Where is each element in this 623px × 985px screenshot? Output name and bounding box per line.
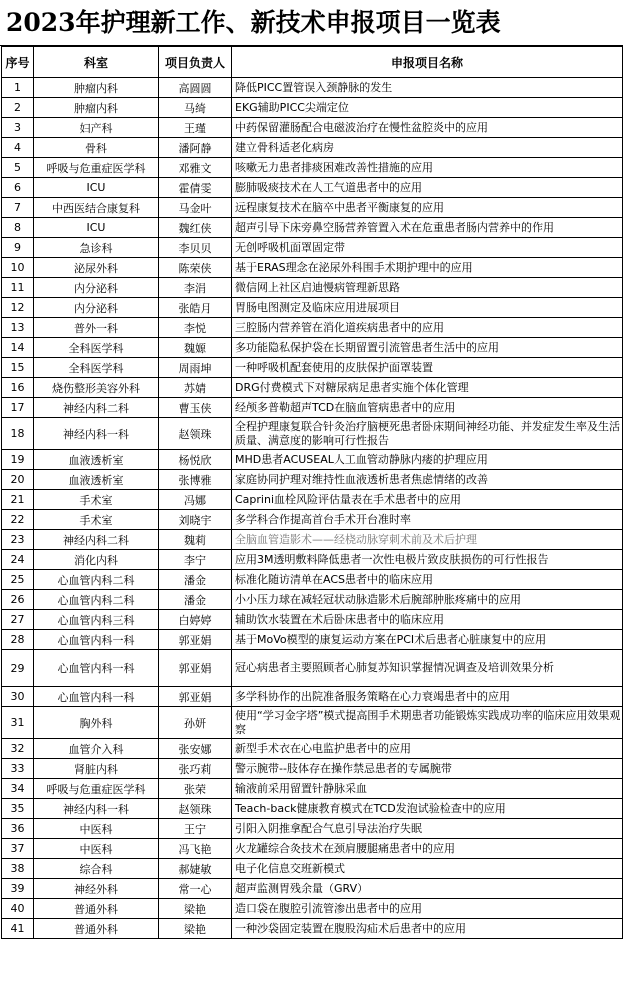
table-header-row <box>2 47 623 78</box>
row-no: 41 <box>2 919 34 939</box>
table-row <box>2 298 623 318</box>
row-leader: 马绮 <box>159 98 232 118</box>
row-no: 27 <box>2 610 34 630</box>
row-leader: 常一心 <box>159 879 232 899</box>
row-leader: 孙妍 <box>159 707 232 739</box>
row-leader: 魏嫄 <box>159 338 232 358</box>
row-project: 建立骨科适老化病房 <box>232 138 623 158</box>
row-no: 20 <box>2 470 34 490</box>
page-title: 2023年护理新工作、新技术申报项目一览表 <box>0 0 623 46</box>
row-dept: ICU <box>34 178 159 198</box>
table-row <box>2 707 623 739</box>
table-row <box>2 570 623 590</box>
header-no: 序号 <box>2 47 34 78</box>
row-project: 使用“学习金字塔”模式提高围手术期患者功能锻炼实践成功率的临床应用效果观察 <box>232 707 623 739</box>
row-project: 警示腕带--肢体存在操作禁忌患者的专属腕带 <box>232 759 623 779</box>
row-project: 火龙罐综合灸技术在颈肩腰腿痛患者中的应用 <box>232 839 623 859</box>
row-dept: 心血管内科二科 <box>34 590 159 610</box>
row-leader: 张博雅 <box>159 470 232 490</box>
row-no: 21 <box>2 490 34 510</box>
row-leader: 李贝贝 <box>159 238 232 258</box>
row-dept: 心血管内科一科 <box>34 630 159 650</box>
row-project: 超声引导下床旁鼻空肠营养管置入术在危重患者肠内营养中的作用 <box>232 218 623 238</box>
row-leader: 冯飞艳 <box>159 839 232 859</box>
row-no: 16 <box>2 378 34 398</box>
table-row <box>2 490 623 510</box>
row-no: 39 <box>2 879 34 899</box>
table-row <box>2 378 623 398</box>
row-no: 10 <box>2 258 34 278</box>
table-row <box>2 530 623 550</box>
row-dept: 血管介入科 <box>34 739 159 759</box>
row-leader: 郭亚娟 <box>159 650 232 687</box>
row-project: 输液前采用留置针静脉采血 <box>232 779 623 799</box>
table-row <box>2 610 623 630</box>
header-dept: 科室 <box>34 47 159 78</box>
table-row <box>2 687 623 707</box>
row-dept: 全科医学科 <box>34 358 159 378</box>
row-no: 28 <box>2 630 34 650</box>
row-project: 膨肺吸痰技术在人工气道患者中的应用 <box>232 178 623 198</box>
row-dept: 肾脏内科 <box>34 759 159 779</box>
row-dept: 血液透析室 <box>34 470 159 490</box>
row-no: 32 <box>2 739 34 759</box>
table-row <box>2 630 623 650</box>
row-project: 引阳入阴推拿配合气息引导法治疗失眠 <box>232 819 623 839</box>
row-dept: 全科医学科 <box>34 338 159 358</box>
row-no: 2 <box>2 98 34 118</box>
row-dept: 手术室 <box>34 510 159 530</box>
row-leader: 魏红侠 <box>159 218 232 238</box>
project-table <box>1 46 623 939</box>
row-no: 17 <box>2 398 34 418</box>
row-project: 一种呼吸机配套使用的皮肤保护面罩装置 <box>232 358 623 378</box>
row-dept: 血液透析室 <box>34 450 159 470</box>
row-no: 26 <box>2 590 34 610</box>
row-project: 远程康复技术在脑卒中患者平衡康复的应用 <box>232 198 623 218</box>
row-dept: 骨科 <box>34 138 159 158</box>
row-dept: 心血管内科三科 <box>34 610 159 630</box>
table-row <box>2 78 623 98</box>
row-dept: 普通外科 <box>34 919 159 939</box>
row-dept: 中医科 <box>34 839 159 859</box>
table-row <box>2 819 623 839</box>
row-dept: 胸外科 <box>34 707 159 739</box>
table-row <box>2 398 623 418</box>
row-project: 胃肠电图测定及临床应用进展项目 <box>232 298 623 318</box>
row-project: 超声监测胃残余量（GRV） <box>232 879 623 899</box>
row-leader: 李宁 <box>159 550 232 570</box>
row-leader: 刘晓宇 <box>159 510 232 530</box>
row-no: 1 <box>2 78 34 98</box>
row-leader: 李悦 <box>159 318 232 338</box>
row-no: 31 <box>2 707 34 739</box>
row-leader: 白婷婷 <box>159 610 232 630</box>
table-row <box>2 550 623 570</box>
row-leader: 郭亚娟 <box>159 687 232 707</box>
row-dept: 心血管内科一科 <box>34 650 159 687</box>
row-no: 30 <box>2 687 34 707</box>
row-leader: 赵领珠 <box>159 418 232 450</box>
row-no: 37 <box>2 839 34 859</box>
row-dept: 神经内科二科 <box>34 530 159 550</box>
row-dept: 手术室 <box>34 490 159 510</box>
row-dept: 呼吸与危重症医学科 <box>34 158 159 178</box>
row-dept: ICU <box>34 218 159 238</box>
row-project: 经颅多普勒超声TCD在脑血管病患者中的应用 <box>232 398 623 418</box>
row-project: Teach-back健康教育模式在TCD发泡试验检查中的应用 <box>232 799 623 819</box>
table-row <box>2 98 623 118</box>
row-leader: 潘金 <box>159 570 232 590</box>
table-row <box>2 118 623 138</box>
table-row <box>2 138 623 158</box>
table-row <box>2 759 623 779</box>
row-no: 29 <box>2 650 34 687</box>
row-leader: 霍倩雯 <box>159 178 232 198</box>
row-dept: 综合科 <box>34 859 159 879</box>
row-no: 6 <box>2 178 34 198</box>
row-no: 23 <box>2 530 34 550</box>
row-no: 18 <box>2 418 34 450</box>
row-project: DRG付费模式下对糖尿病足患者实施个体化管理 <box>232 378 623 398</box>
row-no: 5 <box>2 158 34 178</box>
table-row <box>2 510 623 530</box>
row-leader: 高圆圆 <box>159 78 232 98</box>
table-row <box>2 859 623 879</box>
row-leader: 陈荣侠 <box>159 258 232 278</box>
row-dept: 消化内科 <box>34 550 159 570</box>
row-dept: 神经内科一科 <box>34 799 159 819</box>
row-leader: 梁艳 <box>159 919 232 939</box>
table-row <box>2 218 623 238</box>
row-project: 家庭协同护理对维持性血液透析患者焦虑情绪的改善 <box>232 470 623 490</box>
table-row <box>2 450 623 470</box>
row-no: 33 <box>2 759 34 779</box>
row-no: 35 <box>2 799 34 819</box>
row-project: 三腔肠内营养管在消化道疾病患者中的应用 <box>232 318 623 338</box>
row-leader: 杨悦欣 <box>159 450 232 470</box>
row-no: 7 <box>2 198 34 218</box>
table-row <box>2 198 623 218</box>
table-row <box>2 418 623 450</box>
row-project: 小小压力球在减轻冠状动脉造影术后腕部肿胀疼痛中的应用 <box>232 590 623 610</box>
row-leader: 周雨坤 <box>159 358 232 378</box>
row-leader: 苏婧 <box>159 378 232 398</box>
row-no: 24 <box>2 550 34 570</box>
row-leader: 李涓 <box>159 278 232 298</box>
row-leader: 张荣 <box>159 779 232 799</box>
row-leader: 郭亚娟 <box>159 630 232 650</box>
row-project: 一种沙袋固定装置在腹股沟疝术后患者中的应用 <box>232 919 623 939</box>
row-project: 全脑血管造影术——经桡动脉穿刺术前及术后护理 <box>232 530 623 550</box>
row-leader: 魏莉 <box>159 530 232 550</box>
row-no: 22 <box>2 510 34 530</box>
row-dept: 心血管内科二科 <box>34 570 159 590</box>
row-project: 基于MoVo模型的康复运动方案在PCI术后患者心脏康复中的应用 <box>232 630 623 650</box>
table-row <box>2 338 623 358</box>
table-row <box>2 739 623 759</box>
row-dept: 妇产科 <box>34 118 159 138</box>
row-project: 基于ERAS理念在泌尿外科围手术期护理中的应用 <box>232 258 623 278</box>
row-leader: 赵领珠 <box>159 799 232 819</box>
row-project: 冠心病患者主要照顾者心肺复苏知识掌握情况调查及培训效果分析 <box>232 650 623 687</box>
row-leader: 张安娜 <box>159 739 232 759</box>
row-no: 11 <box>2 278 34 298</box>
row-no: 40 <box>2 899 34 919</box>
row-no: 9 <box>2 238 34 258</box>
row-leader: 王宁 <box>159 819 232 839</box>
row-no: 15 <box>2 358 34 378</box>
row-leader: 梁艳 <box>159 899 232 919</box>
row-project: 辅助饮水装置在术后卧床患者中的临床应用 <box>232 610 623 630</box>
row-dept: 中西医结合康复科 <box>34 198 159 218</box>
row-no: 12 <box>2 298 34 318</box>
table-row <box>2 470 623 490</box>
row-leader: 潘金 <box>159 590 232 610</box>
table-row <box>2 318 623 338</box>
table-row <box>2 839 623 859</box>
row-no: 8 <box>2 218 34 238</box>
row-leader: 张皓月 <box>159 298 232 318</box>
row-project: 微信网上社区启迪慢病管理新思路 <box>232 278 623 298</box>
row-project: 电子化信息交班新模式 <box>232 859 623 879</box>
row-dept: 神经内科一科 <box>34 418 159 450</box>
row-leader: 潘阿静 <box>159 138 232 158</box>
row-leader: 王瑾 <box>159 118 232 138</box>
row-project: 降低PICC置管误入颈静脉的发生 <box>232 78 623 98</box>
table-row <box>2 178 623 198</box>
row-project: 中药保留灌肠配合电磁波治疗在慢性盆腔炎中的应用 <box>232 118 623 138</box>
row-project: EKG辅助PICC尖端定位 <box>232 98 623 118</box>
row-dept: 肿瘤内科 <box>34 78 159 98</box>
table-row <box>2 258 623 278</box>
row-dept: 神经外科 <box>34 879 159 899</box>
table-row <box>2 158 623 178</box>
table-row <box>2 590 623 610</box>
row-project: 新型手术衣在心电监护患者中的应用 <box>232 739 623 759</box>
row-no: 4 <box>2 138 34 158</box>
row-project: Caprini血栓风险评估量表在手术患者中的应用 <box>232 490 623 510</box>
row-project: 多学科协作的出院准备服务策略在心力衰竭患者中的应用 <box>232 687 623 707</box>
row-dept: 神经内科二科 <box>34 398 159 418</box>
row-leader: 马金叶 <box>159 198 232 218</box>
row-no: 25 <box>2 570 34 590</box>
table-row <box>2 278 623 298</box>
table-row <box>2 779 623 799</box>
row-no: 38 <box>2 859 34 879</box>
row-dept: 内分泌科 <box>34 278 159 298</box>
row-project: 多学科合作提高首台手术开台准时率 <box>232 510 623 530</box>
table-row <box>2 358 623 378</box>
row-project: 标准化随访清单在ACS患者中的临床应用 <box>232 570 623 590</box>
row-leader: 郝婕敏 <box>159 859 232 879</box>
row-no: 36 <box>2 819 34 839</box>
table-row <box>2 650 623 687</box>
header-leader: 项目负责人 <box>159 47 232 78</box>
row-dept: 内分泌科 <box>34 298 159 318</box>
row-project: 造口袋在腹腔引流管渗出患者中的应用 <box>232 899 623 919</box>
row-no: 14 <box>2 338 34 358</box>
row-dept: 呼吸与危重症医学科 <box>34 779 159 799</box>
table-row <box>2 899 623 919</box>
row-dept: 肿瘤内科 <box>34 98 159 118</box>
row-project: 无创呼吸机面罩固定带 <box>232 238 623 258</box>
row-project: 咳嗽无力患者排痰困难改善性措施的应用 <box>232 158 623 178</box>
table-row <box>2 799 623 819</box>
row-dept: 烧伤整形美容外科 <box>34 378 159 398</box>
row-no: 13 <box>2 318 34 338</box>
row-dept: 中医科 <box>34 819 159 839</box>
row-project: 多功能隐私保护袋在长期留置引流管患者生活中的应用 <box>232 338 623 358</box>
row-leader: 张巧莉 <box>159 759 232 779</box>
row-dept: 普通外科 <box>34 899 159 919</box>
row-dept: 心血管内科一科 <box>34 687 159 707</box>
table-row <box>2 879 623 899</box>
row-dept: 普外一科 <box>34 318 159 338</box>
row-project: 全程护理康复联合针灸治疗脑梗死患者卧床期间神经功能、并发症发生率及生活质量、满意度的影响可行性报告 <box>232 418 623 450</box>
header-project: 申报项目名称 <box>232 47 623 78</box>
row-project: 应用3M透明敷料降低患者一次性电极片致皮肤损伤的可行性报告 <box>232 550 623 570</box>
row-no: 34 <box>2 779 34 799</box>
row-dept: 泌尿外科 <box>34 258 159 278</box>
row-leader: 邓雅文 <box>159 158 232 178</box>
row-project: MHD患者ACUSEAL人工血管动静脉内瘘的护理应用 <box>232 450 623 470</box>
table-row <box>2 919 623 939</box>
table-row <box>2 238 623 258</box>
row-no: 19 <box>2 450 34 470</box>
row-leader: 曹玉侠 <box>159 398 232 418</box>
row-dept: 急诊科 <box>34 238 159 258</box>
row-no: 3 <box>2 118 34 138</box>
row-leader: 冯娜 <box>159 490 232 510</box>
